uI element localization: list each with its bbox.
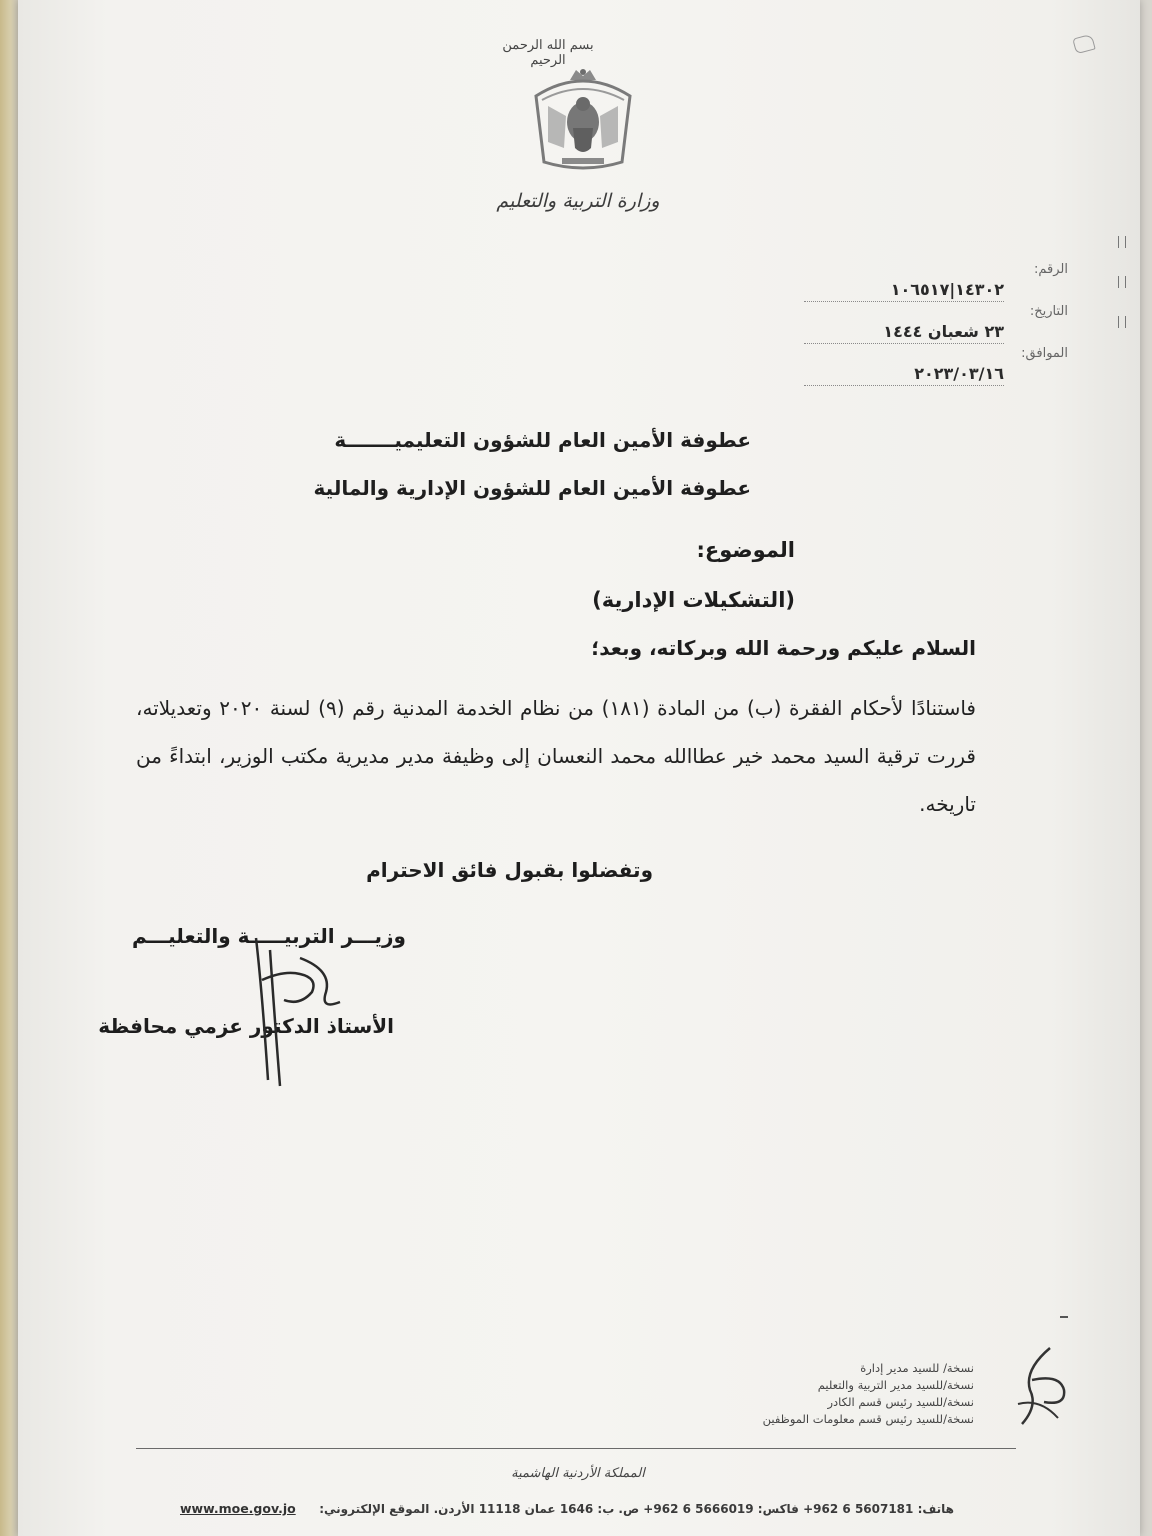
copies-list [674, 1360, 974, 1428]
signature-icon [240, 930, 360, 1090]
reference-number-row [788, 262, 1068, 304]
greeting: السلام عليكم ورحمة الله وبركاته، وبعد؛ [591, 636, 976, 660]
addressee-line: عطوفة الأمين العام للشؤون الإدارية والمالية [313, 476, 751, 500]
letter-page [18, 0, 1140, 1536]
closing-line: وتفضلوا بقبول فائق الاحترام [366, 858, 653, 882]
reference-number-value: ١٤٣٠٢|١٠٦٥١٧ [804, 280, 1004, 302]
edge-mark [1118, 276, 1126, 288]
reference-date-value: ٢٣ شعبان ١٤٤٤ [804, 322, 1004, 344]
reference-number-label: الرقم: [1034, 262, 1068, 277]
footer-contact: هاتف: 5607181 6 962+ فاكس: 5666019 6 962+ ص. ب: 1646 عمان 11118 الأردن. الموقع الإلكتروني: [319, 1502, 954, 1516]
initials-icon [1010, 1340, 1080, 1430]
subject-value: (التشكيلات الإدارية) [592, 588, 795, 612]
reference-corresponding-value: ٢٠٢٣/٠٣/١٦ [804, 364, 1004, 386]
coat-of-arms-icon [518, 66, 648, 176]
signatory-title: وزيـــر التربيـــــة والتعليـــم [131, 924, 406, 948]
reference-block [788, 262, 1068, 388]
bismillah-heading: بسم الله الرحمن الرحيم [502, 38, 594, 68]
letter-body: فاستنادًا لأحكام الفقرة (ب) من المادة (١٨١) من نظام الخدمة المدنية رقم (٩) لسنة ٢٠٢٠ وتعديلاته، قررت ترقية السيد محمد خير عطاالله محمد النعسان إلى وظيفة مدير مديرية مكتب الوزير، ابتداءً من تاريخه. [136, 696, 976, 816]
page-edge [0, 0, 18, 1536]
ministry-name: وزارة التربية والتعليم [496, 190, 660, 212]
reference-date-label: التاريخ: [1029, 304, 1068, 319]
reference-date-row [788, 304, 1068, 346]
copy-line: نسخة/ للسيد مدير إدارة [860, 1361, 974, 1375]
copy-line: نسخة/للسيد رئيس قسم الكادر [827, 1395, 974, 1409]
copy-line: نسخة/للسيد مدير التربية والتعليم [817, 1378, 974, 1392]
signatory-name: الأستاذ الدكتور عزمي محافظة [98, 1014, 394, 1038]
footer-kingdom: المملكة الأردنية الهاشمية [511, 1466, 645, 1481]
corner-mark [1072, 34, 1095, 55]
addressee-line: عطوفة الأمين العام للشؤون التعليميـــــــة [334, 428, 751, 452]
copy-line: نسخة/للسيد رئيس قسم معلومات الموظفين [762, 1412, 974, 1426]
edge-mark [1118, 316, 1126, 328]
footer-website-link[interactable]: www.moe.gov.jo [180, 1501, 296, 1516]
reference-corresponding-row [788, 346, 1068, 388]
edge-mark [1118, 236, 1126, 248]
reference-corresponding-label: الموافق: [1021, 346, 1068, 361]
subject-label: الموضوع: [696, 538, 795, 562]
footer-divider [136, 1448, 1016, 1449]
small-mark [1060, 1316, 1068, 1318]
